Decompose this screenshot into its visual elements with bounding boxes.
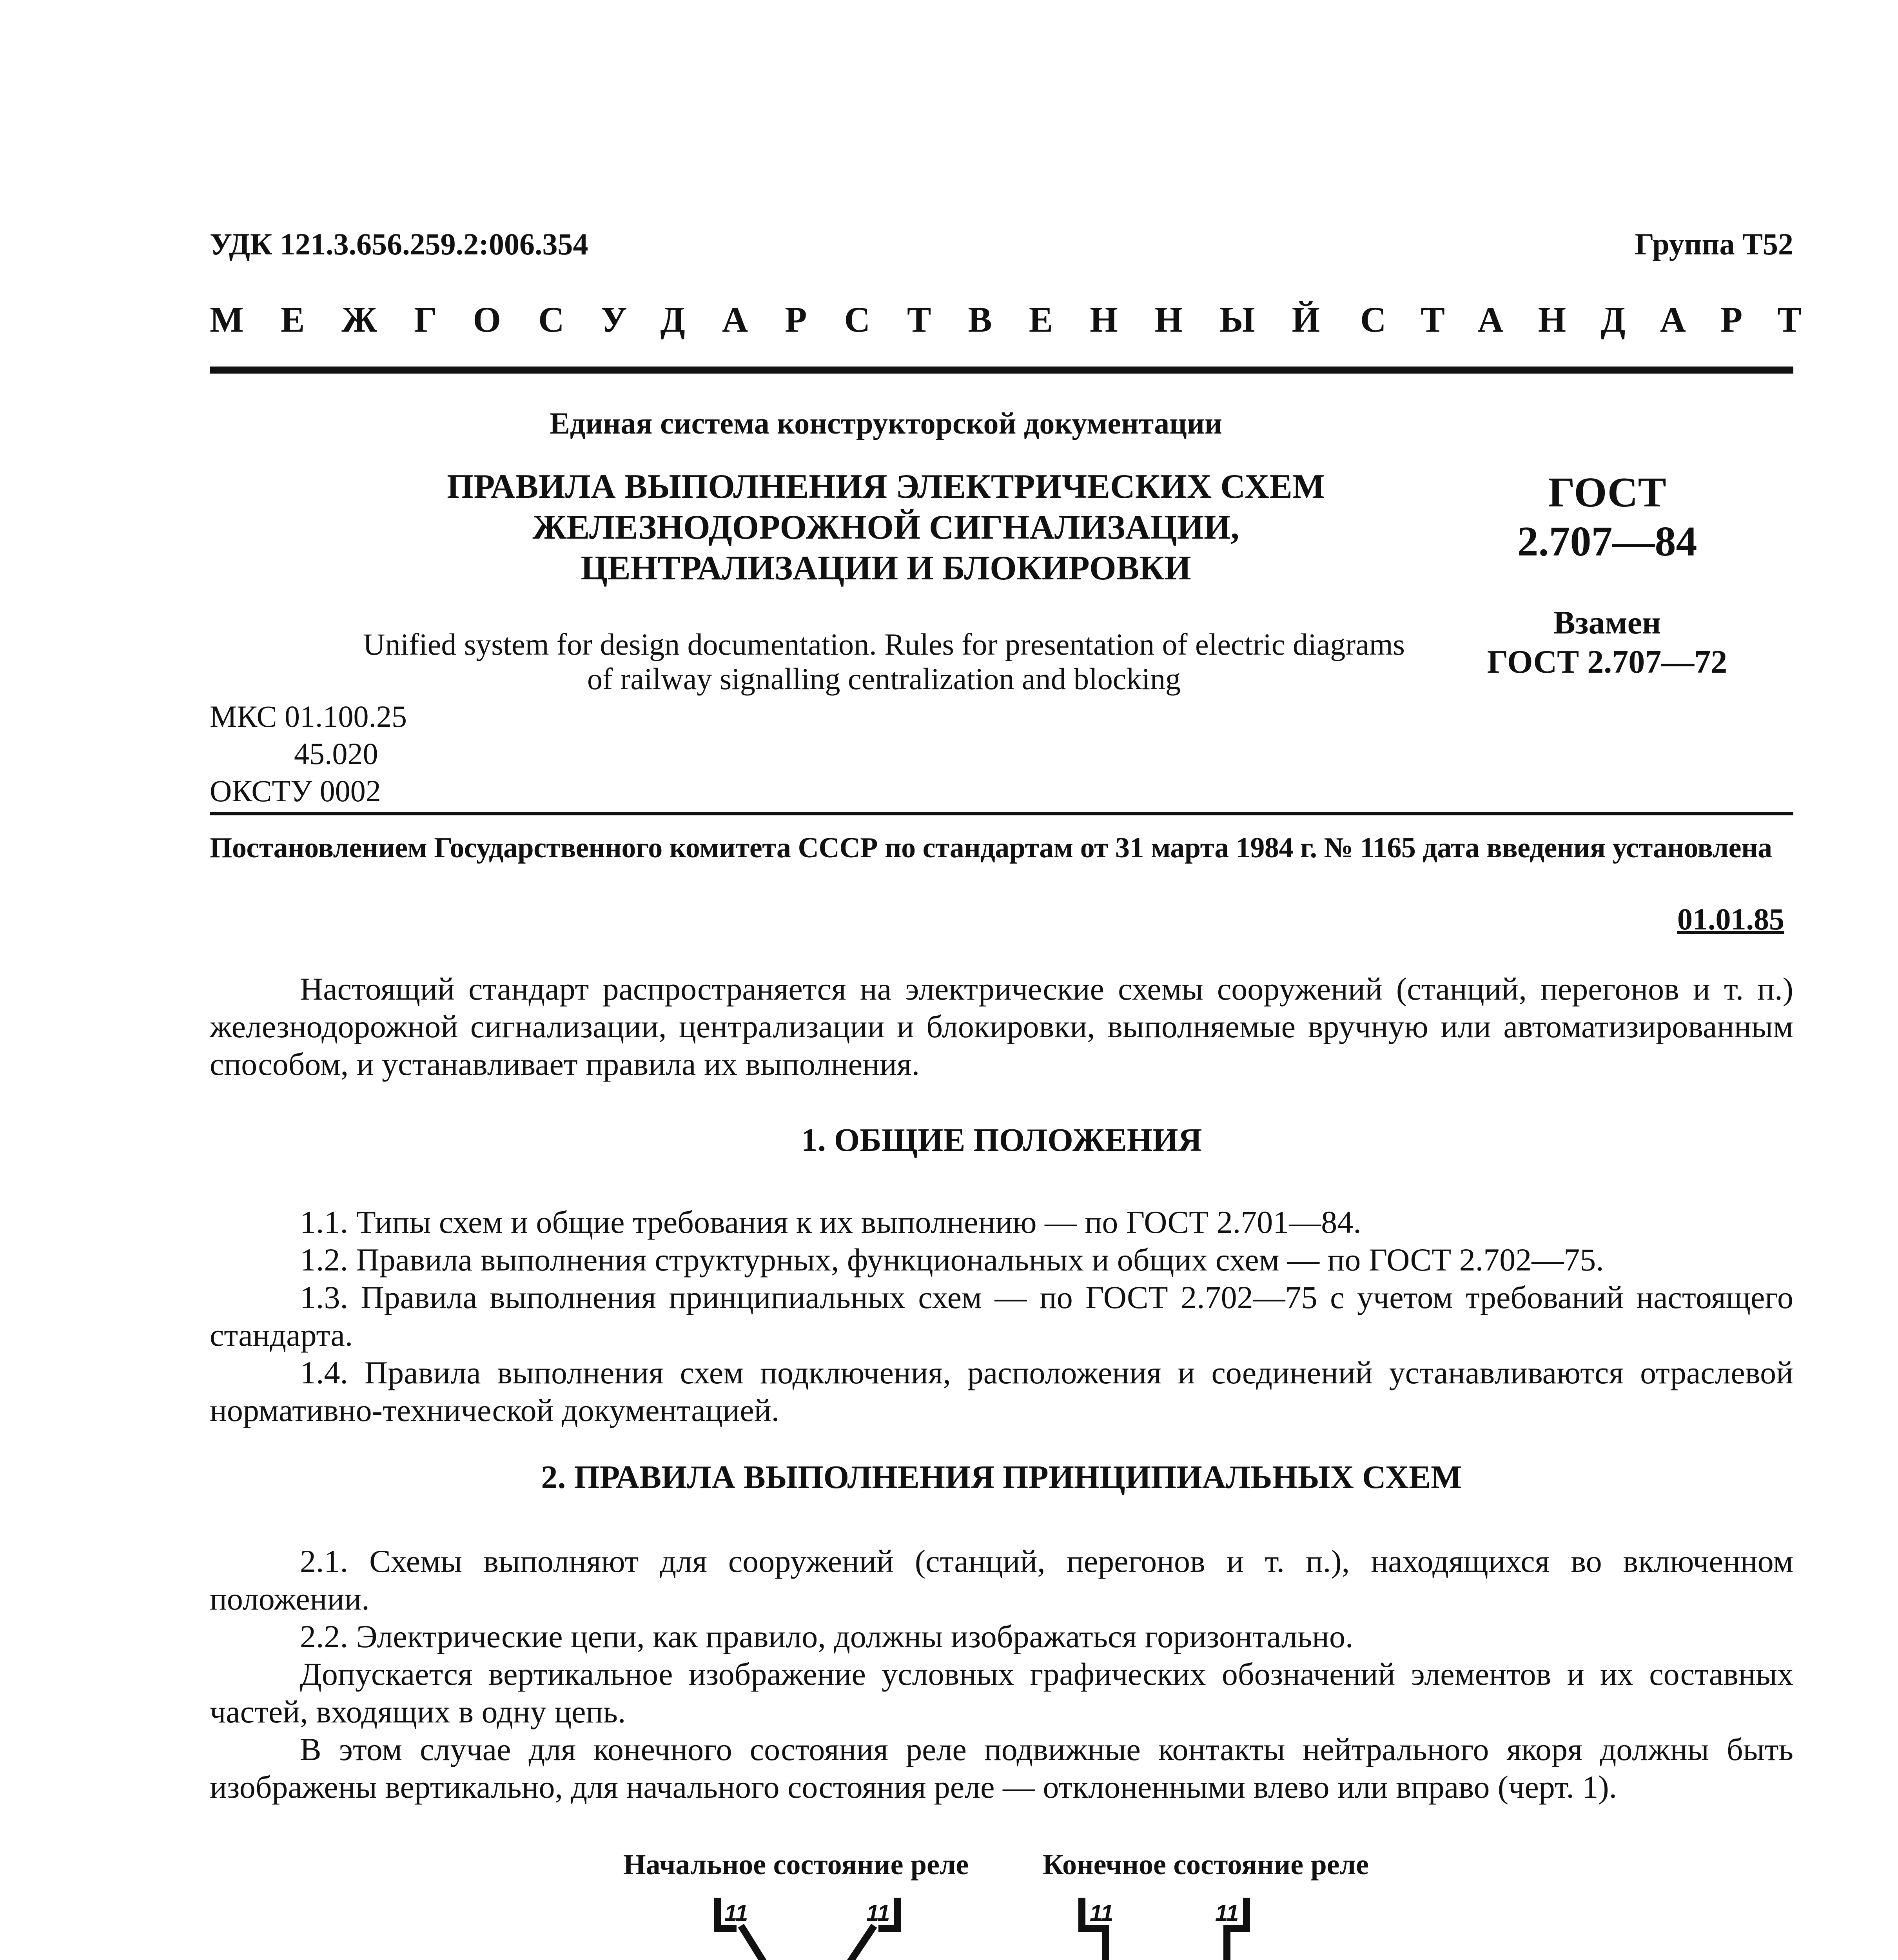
replaces-number: ГОСТ 2.707—72 [1487, 644, 1727, 680]
clause-2-2-detail: В этом случае для конечного состояния реле подвижные контакты нейтрального якоря должны быть изображены вертикально, для начального состояния реле — отклоненными влево или вправо (черт. 1). [210, 1731, 1793, 1805]
section-1-body [210, 1203, 1793, 1429]
clause-1-4: 1.4. Правила выполнения схем подключения, расположения и соединений устанавливаются отраслевой нормативно-технической документацией. [210, 1355, 1793, 1428]
section-2-body [210, 1543, 1793, 1806]
title-line-1: ПРАВИЛА ВЫПОЛНЕНИЯ ЭЛЕКТРИЧЕСКИХ СХЕМ [447, 468, 1325, 506]
mks-code-2: 45.020 [294, 737, 378, 771]
figure-label-final: Конечное состояние реле [1043, 1849, 1369, 1881]
classification-codes [210, 698, 407, 809]
clause-1-2: 1.2. Правила выполнения структурных, функциональных и общих схем — по ГОСТ 2.702—75. [300, 1242, 1604, 1278]
title-line-2: ЖЕЛЕЗНОДОРОЖНОЙ СИГНАЛИЗАЦИИ, [532, 508, 1239, 546]
figure-label-initial: Начальное состояние реле [623, 1849, 969, 1881]
contact-label: 11 [724, 1900, 748, 1926]
document-title [210, 466, 1562, 589]
clause-2-1: 2.1. Схемы выполняют для сооружений (станций, перегонов и т. п.), находящихся во включенном положении. [210, 1543, 1793, 1617]
banner-right: СТАНДАРТ [1360, 299, 1836, 339]
contact-label: 11 [1215, 1900, 1239, 1926]
intro-paragraph: Настоящий стандарт распространяется на электрические схемы сооружений (станций, перегонов и т. п.) железнодорожной сигнализации, централизации и блокировки, выполняемые вручную или автоматизированным способом, и устанавливает правила их выполнения. [210, 971, 1793, 1082]
introduction-date: 01.01.85 [1677, 902, 1784, 936]
group-code: Группа Т52 [1635, 227, 1793, 261]
header-rule [210, 367, 1793, 374]
banner-left: МЕЖГОСУДАРСТВЕННЫЙ [210, 299, 1357, 339]
section-2-heading: 2. ПРАВИЛА ВЫПОЛНЕНИЯ ПРИНЦИПИАЛЬНЫХ СХЕМ [541, 1459, 1462, 1495]
replaces-label: Взамен [1553, 604, 1661, 641]
english-title [210, 627, 1558, 696]
gost-number: 2.707—84 [1517, 518, 1697, 565]
clause-2-2-note: Допускается вертикальное изображение условных графических обозначений элементов и их составных частей, входящих в одну цепь. [210, 1656, 1793, 1730]
relay-contacts-diagram [698, 1893, 1325, 1960]
gost-label: ГОСТ [1548, 469, 1666, 516]
okstu-code: ОКСТУ 0002 [210, 774, 381, 808]
title-rule [210, 812, 1793, 815]
clause-1-1: 1.1. Типы схем и общие требования к их выполнению — по ГОСТ 2.701—84. [300, 1204, 1361, 1240]
english-title-line-2: of railway signalling centralization and blocking [587, 662, 1181, 696]
english-title-line-1: Unified system for design documentation. Rules for presentation of electric diagrams [363, 627, 1405, 661]
mks-code: МКС 01.100.25 [210, 699, 407, 733]
decree-text: Постановлением Государственного комитета СССР по стандартам от 31 марта 1984 г. № 1165 дата введения установлена [210, 832, 1772, 864]
contact-label: 11 [866, 1900, 890, 1926]
system-title: Единая система конструкторской документации [550, 406, 1222, 440]
clause-2-2: 2.2. Электрические цепи, как правило, должны изображаться горизонтально. [300, 1619, 1354, 1654]
title-line-3: ЦЕНТРАЛИЗАЦИИ И БЛОКИРОВКИ [581, 549, 1191, 587]
udc-code: УДК 121.3.656.259.2:006.354 [210, 227, 588, 261]
clause-1-3: 1.3. Правила выполнения принципиальных схем — по ГОСТ 2.702—75 с учетом требований настоящего стандарта. [210, 1279, 1793, 1353]
contact-label: 11 [1090, 1900, 1114, 1926]
section-1-heading: 1. ОБЩИЕ ПОЛОЖЕНИЯ [801, 1122, 1202, 1158]
